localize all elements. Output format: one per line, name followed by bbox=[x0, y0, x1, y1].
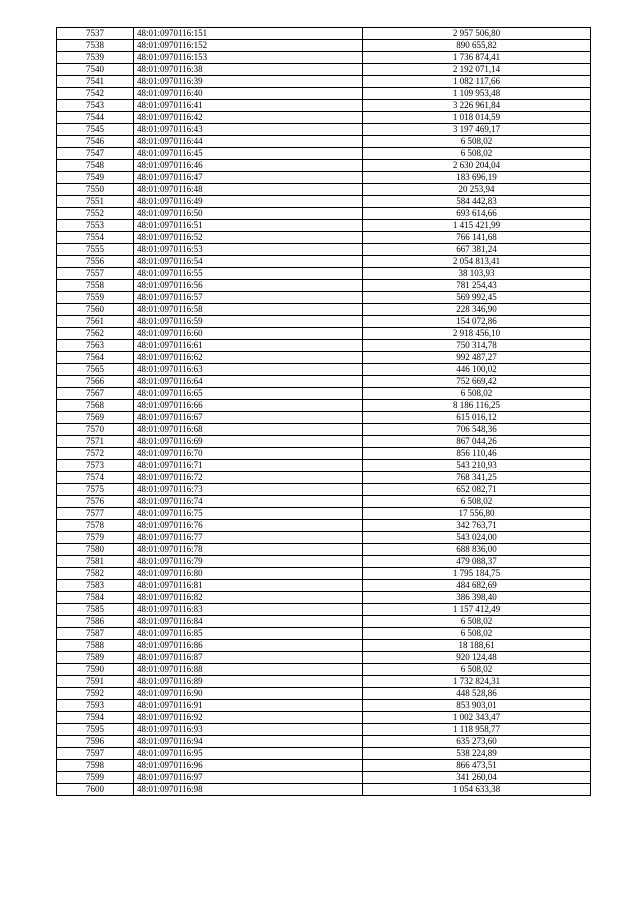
cadastral-number-cell: 48:01:0970116:45 bbox=[134, 148, 363, 160]
cadastral-number-cell: 48:01:0970116:151 bbox=[134, 28, 363, 40]
row-number-cell: 7574 bbox=[57, 472, 134, 484]
row-number-cell: 7572 bbox=[57, 448, 134, 460]
table-row bbox=[57, 292, 591, 304]
cadastral-value-cell: 8 186 116,25 bbox=[363, 400, 591, 412]
table-row bbox=[57, 388, 591, 400]
cadastral-value-cell: 183 696,19 bbox=[363, 172, 591, 184]
row-number-cell: 7537 bbox=[57, 28, 134, 40]
cadastral-number-cell: 48:01:0970116:153 bbox=[134, 52, 363, 64]
cadastral-value-cell: 2 918 456,10 bbox=[363, 328, 591, 340]
cadastral-number-cell: 48:01:0970116:83 bbox=[134, 604, 363, 616]
row-number-cell: 7598 bbox=[57, 760, 134, 772]
row-number-cell: 7571 bbox=[57, 436, 134, 448]
cadastral-value-cell: 154 072,86 bbox=[363, 316, 591, 328]
row-number-cell: 7565 bbox=[57, 364, 134, 376]
row-number-cell: 7538 bbox=[57, 40, 134, 52]
table-row bbox=[57, 160, 591, 172]
row-number-cell: 7599 bbox=[57, 772, 134, 784]
table-row bbox=[57, 196, 591, 208]
table-row bbox=[57, 268, 591, 280]
table-row bbox=[57, 244, 591, 256]
row-number-cell: 7543 bbox=[57, 100, 134, 112]
cadastral-value-cell: 920 124,48 bbox=[363, 652, 591, 664]
cadastral-value-cell: 543 210,93 bbox=[363, 460, 591, 472]
cadastral-number-cell: 48:01:0970116:88 bbox=[134, 664, 363, 676]
cadastral-value-cell: 1 732 824,31 bbox=[363, 676, 591, 688]
cadastral-number-cell: 48:01:0970116:79 bbox=[134, 556, 363, 568]
cadastral-value-cell: 228 346,90 bbox=[363, 304, 591, 316]
row-number-cell: 7555 bbox=[57, 244, 134, 256]
row-number-cell: 7573 bbox=[57, 460, 134, 472]
table-row bbox=[57, 604, 591, 616]
row-number-cell: 7580 bbox=[57, 544, 134, 556]
row-number-cell: 7593 bbox=[57, 700, 134, 712]
table-row bbox=[57, 328, 591, 340]
cadastral-number-cell: 48:01:0970116:58 bbox=[134, 304, 363, 316]
cadastral-value-cell: 3 226 961,84 bbox=[363, 100, 591, 112]
row-number-cell: 7552 bbox=[57, 208, 134, 220]
cadastral-number-cell: 48:01:0970116:152 bbox=[134, 40, 363, 52]
cadastral-number-cell: 48:01:0970116:67 bbox=[134, 412, 363, 424]
table-row bbox=[57, 136, 591, 148]
cadastral-number-cell: 48:01:0970116:85 bbox=[134, 628, 363, 640]
table-row bbox=[57, 304, 591, 316]
table-row bbox=[57, 184, 591, 196]
table-row bbox=[57, 424, 591, 436]
cadastral-number-cell: 48:01:0970116:53 bbox=[134, 244, 363, 256]
cadastral-value-cell: 448 528,86 bbox=[363, 688, 591, 700]
row-number-cell: 7559 bbox=[57, 292, 134, 304]
cadastral-number-cell: 48:01:0970116:77 bbox=[134, 532, 363, 544]
cadastral-value-cell: 6 508,02 bbox=[363, 664, 591, 676]
row-number-cell: 7542 bbox=[57, 88, 134, 100]
row-number-cell: 7570 bbox=[57, 424, 134, 436]
row-number-cell: 7587 bbox=[57, 628, 134, 640]
table-row bbox=[57, 760, 591, 772]
row-number-cell: 7595 bbox=[57, 724, 134, 736]
cadastral-number-cell: 48:01:0970116:72 bbox=[134, 472, 363, 484]
table-row bbox=[57, 532, 591, 544]
table-row bbox=[57, 88, 591, 100]
cadastral-number-cell: 48:01:0970116:38 bbox=[134, 64, 363, 76]
row-number-cell: 7550 bbox=[57, 184, 134, 196]
cadastral-value-cell: 484 682,69 bbox=[363, 580, 591, 592]
cadastral-number-cell: 48:01:0970116:39 bbox=[134, 76, 363, 88]
row-number-cell: 7564 bbox=[57, 352, 134, 364]
table-row bbox=[57, 376, 591, 388]
table-row bbox=[57, 640, 591, 652]
cadastral-number-cell: 48:01:0970116:48 bbox=[134, 184, 363, 196]
table-row bbox=[57, 52, 591, 64]
table-row bbox=[57, 148, 591, 160]
row-number-cell: 7590 bbox=[57, 664, 134, 676]
cadastral-value-cell: 6 508,02 bbox=[363, 136, 591, 148]
row-number-cell: 7592 bbox=[57, 688, 134, 700]
cadastral-number-cell: 48:01:0970116:97 bbox=[134, 772, 363, 784]
cadastral-number-cell: 48:01:0970116:64 bbox=[134, 376, 363, 388]
cadastral-number-cell: 48:01:0970116:60 bbox=[134, 328, 363, 340]
cadastral-number-cell: 48:01:0970116:78 bbox=[134, 544, 363, 556]
table-row bbox=[57, 124, 591, 136]
table-row bbox=[57, 256, 591, 268]
row-number-cell: 7577 bbox=[57, 508, 134, 520]
row-number-cell: 7594 bbox=[57, 712, 134, 724]
row-number-cell: 7557 bbox=[57, 268, 134, 280]
table-row bbox=[57, 748, 591, 760]
table-row bbox=[57, 724, 591, 736]
cadastral-value-cell: 2 630 204,04 bbox=[363, 160, 591, 172]
cadastral-number-cell: 48:01:0970116:95 bbox=[134, 748, 363, 760]
cadastral-number-cell: 48:01:0970116:55 bbox=[134, 268, 363, 280]
row-number-cell: 7561 bbox=[57, 316, 134, 328]
table-row bbox=[57, 772, 591, 784]
cadastral-value-cell: 768 341,25 bbox=[363, 472, 591, 484]
table-row bbox=[57, 712, 591, 724]
table-row bbox=[57, 484, 591, 496]
cadastral-value-cell: 38 103,93 bbox=[363, 268, 591, 280]
cadastral-value-cell: 635 273,60 bbox=[363, 736, 591, 748]
table-row bbox=[57, 568, 591, 580]
row-number-cell: 7540 bbox=[57, 64, 134, 76]
cadastral-value-cell: 18 188,61 bbox=[363, 640, 591, 652]
table-row bbox=[57, 460, 591, 472]
table-row bbox=[57, 448, 591, 460]
cadastral-value-cell: 6 508,02 bbox=[363, 616, 591, 628]
cadastral-value-cell: 1 795 184,75 bbox=[363, 568, 591, 580]
table-row bbox=[57, 28, 591, 40]
row-number-cell: 7589 bbox=[57, 652, 134, 664]
table-row bbox=[57, 280, 591, 292]
cadastral-number-cell: 48:01:0970116:92 bbox=[134, 712, 363, 724]
cadastral-number-cell: 48:01:0970116:40 bbox=[134, 88, 363, 100]
cadastral-number-cell: 48:01:0970116:44 bbox=[134, 136, 363, 148]
table-row bbox=[57, 220, 591, 232]
row-number-cell: 7588 bbox=[57, 640, 134, 652]
cadastral-number-cell: 48:01:0970116:91 bbox=[134, 700, 363, 712]
table-row bbox=[57, 592, 591, 604]
cadastral-number-cell: 48:01:0970116:41 bbox=[134, 100, 363, 112]
cadastral-number-cell: 48:01:0970116:98 bbox=[134, 784, 363, 796]
cadastral-value-cell: 652 082,71 bbox=[363, 484, 591, 496]
row-number-cell: 7554 bbox=[57, 232, 134, 244]
table-row bbox=[57, 172, 591, 184]
cadastral-value-cell: 446 100,02 bbox=[363, 364, 591, 376]
table-row bbox=[57, 340, 591, 352]
cadastral-value-cell: 1 736 874,41 bbox=[363, 52, 591, 64]
table-body bbox=[57, 28, 591, 796]
cadastral-number-cell: 48:01:0970116:62 bbox=[134, 352, 363, 364]
cadastral-value-cell: 17 556,80 bbox=[363, 508, 591, 520]
row-number-cell: 7551 bbox=[57, 196, 134, 208]
cadastral-value-cell: 693 614,66 bbox=[363, 208, 591, 220]
cadastral-number-cell: 48:01:0970116:94 bbox=[134, 736, 363, 748]
cadastral-value-cell: 2 192 071,14 bbox=[363, 64, 591, 76]
table-row bbox=[57, 544, 591, 556]
cadastral-value-cell: 615 016,12 bbox=[363, 412, 591, 424]
cadastral-number-cell: 48:01:0970116:80 bbox=[134, 568, 363, 580]
row-number-cell: 7583 bbox=[57, 580, 134, 592]
table-row bbox=[57, 208, 591, 220]
cadastral-number-cell: 48:01:0970116:87 bbox=[134, 652, 363, 664]
cadastral-number-cell: 48:01:0970116:57 bbox=[134, 292, 363, 304]
table-row bbox=[57, 508, 591, 520]
cadastral-number-cell: 48:01:0970116:50 bbox=[134, 208, 363, 220]
table-row bbox=[57, 496, 591, 508]
cadastral-value-cell: 386 398,40 bbox=[363, 592, 591, 604]
cadastral-value-cell: 1 002 343,47 bbox=[363, 712, 591, 724]
cadastral-value-cell: 20 253,94 bbox=[363, 184, 591, 196]
cadastral-value-cell: 856 110,46 bbox=[363, 448, 591, 460]
table-row bbox=[57, 76, 591, 88]
cadastral-value-cell: 688 836,00 bbox=[363, 544, 591, 556]
row-number-cell: 7596 bbox=[57, 736, 134, 748]
table-row bbox=[57, 64, 591, 76]
cadastral-value-cell: 866 473,51 bbox=[363, 760, 591, 772]
cadastral-number-cell: 48:01:0970116:49 bbox=[134, 196, 363, 208]
cadastral-number-cell: 48:01:0970116:46 bbox=[134, 160, 363, 172]
cadastral-value-cell: 2 054 813,41 bbox=[363, 256, 591, 268]
row-number-cell: 7582 bbox=[57, 568, 134, 580]
row-number-cell: 7575 bbox=[57, 484, 134, 496]
row-number-cell: 7584 bbox=[57, 592, 134, 604]
cadastral-number-cell: 48:01:0970116:84 bbox=[134, 616, 363, 628]
cadastral-number-cell: 48:01:0970116:90 bbox=[134, 688, 363, 700]
cadastral-number-cell: 48:01:0970116:81 bbox=[134, 580, 363, 592]
row-number-cell: 7558 bbox=[57, 280, 134, 292]
table-row bbox=[57, 232, 591, 244]
cadastral-number-cell: 48:01:0970116:68 bbox=[134, 424, 363, 436]
table-row bbox=[57, 100, 591, 112]
cadastral-number-cell: 48:01:0970116:69 bbox=[134, 436, 363, 448]
cadastral-value-cell: 569 992,45 bbox=[363, 292, 591, 304]
cadastral-number-cell: 48:01:0970116:54 bbox=[134, 256, 363, 268]
cadastral-number-cell: 48:01:0970116:52 bbox=[134, 232, 363, 244]
row-number-cell: 7566 bbox=[57, 376, 134, 388]
table-row bbox=[57, 436, 591, 448]
cadastral-value-cell: 1 018 014,59 bbox=[363, 112, 591, 124]
cadastral-value-cell: 992 487,27 bbox=[363, 352, 591, 364]
cadastral-number-cell: 48:01:0970116:71 bbox=[134, 460, 363, 472]
cadastral-value-cell: 750 314,78 bbox=[363, 340, 591, 352]
cadastral-number-cell: 48:01:0970116:56 bbox=[134, 280, 363, 292]
cadastral-value-cell: 667 381,24 bbox=[363, 244, 591, 256]
table-row bbox=[57, 700, 591, 712]
cadastral-value-cell: 890 655,82 bbox=[363, 40, 591, 52]
cadastral-value-cell: 6 508,02 bbox=[363, 496, 591, 508]
cadastral-value-cell: 1 415 421,99 bbox=[363, 220, 591, 232]
cadastral-number-cell: 48:01:0970116:96 bbox=[134, 760, 363, 772]
row-number-cell: 7553 bbox=[57, 220, 134, 232]
cadastral-value-cell: 1 082 117,66 bbox=[363, 76, 591, 88]
row-number-cell: 7586 bbox=[57, 616, 134, 628]
table-row bbox=[57, 40, 591, 52]
row-number-cell: 7569 bbox=[57, 412, 134, 424]
row-number-cell: 7545 bbox=[57, 124, 134, 136]
row-number-cell: 7563 bbox=[57, 340, 134, 352]
cadastral-number-cell: 48:01:0970116:76 bbox=[134, 520, 363, 532]
table-row bbox=[57, 784, 591, 796]
cadastral-value-cell: 6 508,02 bbox=[363, 388, 591, 400]
cadastral-number-cell: 48:01:0970116:93 bbox=[134, 724, 363, 736]
cadastral-value-cell: 706 548,36 bbox=[363, 424, 591, 436]
row-number-cell: 7560 bbox=[57, 304, 134, 316]
cadastral-value-cell: 6 508,02 bbox=[363, 148, 591, 160]
row-number-cell: 7600 bbox=[57, 784, 134, 796]
row-number-cell: 7562 bbox=[57, 328, 134, 340]
cadastral-value-cell: 1 054 633,38 bbox=[363, 784, 591, 796]
table-row bbox=[57, 112, 591, 124]
row-number-cell: 7546 bbox=[57, 136, 134, 148]
cadastral-number-cell: 48:01:0970116:75 bbox=[134, 508, 363, 520]
cadastral-value-cell: 781 254,43 bbox=[363, 280, 591, 292]
table-row bbox=[57, 616, 591, 628]
cadastral-number-cell: 48:01:0970116:59 bbox=[134, 316, 363, 328]
row-number-cell: 7544 bbox=[57, 112, 134, 124]
table-row bbox=[57, 580, 591, 592]
cadastral-value-cell: 853 903,01 bbox=[363, 700, 591, 712]
cadastral-value-cell: 752 669,42 bbox=[363, 376, 591, 388]
cadastral-number-cell: 48:01:0970116:86 bbox=[134, 640, 363, 652]
row-number-cell: 7591 bbox=[57, 676, 134, 688]
cadastral-value-cell: 342 763,71 bbox=[363, 520, 591, 532]
row-number-cell: 7539 bbox=[57, 52, 134, 64]
row-number-cell: 7549 bbox=[57, 172, 134, 184]
cadastral-number-cell: 48:01:0970116:61 bbox=[134, 340, 363, 352]
table-row bbox=[57, 412, 591, 424]
cadastral-value-cell: 479 088,37 bbox=[363, 556, 591, 568]
cadastral-value-cell: 3 197 469,17 bbox=[363, 124, 591, 136]
cadastral-number-cell: 48:01:0970116:66 bbox=[134, 400, 363, 412]
row-number-cell: 7597 bbox=[57, 748, 134, 760]
cadastral-number-cell: 48:01:0970116:74 bbox=[134, 496, 363, 508]
cadastral-value-cell: 341 260,04 bbox=[363, 772, 591, 784]
table-row bbox=[57, 628, 591, 640]
row-number-cell: 7567 bbox=[57, 388, 134, 400]
cadastral-value-cell: 766 141,68 bbox=[363, 232, 591, 244]
cadastral-number-cell: 48:01:0970116:47 bbox=[134, 172, 363, 184]
table-row bbox=[57, 364, 591, 376]
table-row bbox=[57, 556, 591, 568]
cadastral-number-cell: 48:01:0970116:73 bbox=[134, 484, 363, 496]
cadastral-value-cell: 1 157 412,49 bbox=[363, 604, 591, 616]
cadastral-value-cell: 867 044,26 bbox=[363, 436, 591, 448]
row-number-cell: 7585 bbox=[57, 604, 134, 616]
cadastral-number-cell: 48:01:0970116:51 bbox=[134, 220, 363, 232]
cadastral-number-cell: 48:01:0970116:43 bbox=[134, 124, 363, 136]
table-row bbox=[57, 652, 591, 664]
cadastral-value-table bbox=[56, 27, 591, 796]
table-row bbox=[57, 520, 591, 532]
row-number-cell: 7541 bbox=[57, 76, 134, 88]
row-number-cell: 7556 bbox=[57, 256, 134, 268]
cadastral-number-cell: 48:01:0970116:63 bbox=[134, 364, 363, 376]
row-number-cell: 7568 bbox=[57, 400, 134, 412]
table-row bbox=[57, 736, 591, 748]
cadastral-value-cell: 584 442,83 bbox=[363, 196, 591, 208]
table-row bbox=[57, 472, 591, 484]
table-row bbox=[57, 676, 591, 688]
cadastral-number-cell: 48:01:0970116:65 bbox=[134, 388, 363, 400]
table-row bbox=[57, 688, 591, 700]
table-row bbox=[57, 400, 591, 412]
cadastral-number-cell: 48:01:0970116:70 bbox=[134, 448, 363, 460]
table-row bbox=[57, 352, 591, 364]
cadastral-number-cell: 48:01:0970116:82 bbox=[134, 592, 363, 604]
row-number-cell: 7578 bbox=[57, 520, 134, 532]
cadastral-value-cell: 6 508,02 bbox=[363, 628, 591, 640]
row-number-cell: 7576 bbox=[57, 496, 134, 508]
row-number-cell: 7547 bbox=[57, 148, 134, 160]
row-number-cell: 7581 bbox=[57, 556, 134, 568]
row-number-cell: 7579 bbox=[57, 532, 134, 544]
table-row bbox=[57, 316, 591, 328]
cadastral-number-cell: 48:01:0970116:42 bbox=[134, 112, 363, 124]
cadastral-number-cell: 48:01:0970116:89 bbox=[134, 676, 363, 688]
row-number-cell: 7548 bbox=[57, 160, 134, 172]
cadastral-value-cell: 2 957 506,80 bbox=[363, 28, 591, 40]
cadastral-value-cell: 538 224,89 bbox=[363, 748, 591, 760]
cadastral-value-cell: 1 109 953,48 bbox=[363, 88, 591, 100]
table-row bbox=[57, 664, 591, 676]
cadastral-value-cell: 543 024,00 bbox=[363, 532, 591, 544]
cadastral-value-cell: 1 118 958,77 bbox=[363, 724, 591, 736]
